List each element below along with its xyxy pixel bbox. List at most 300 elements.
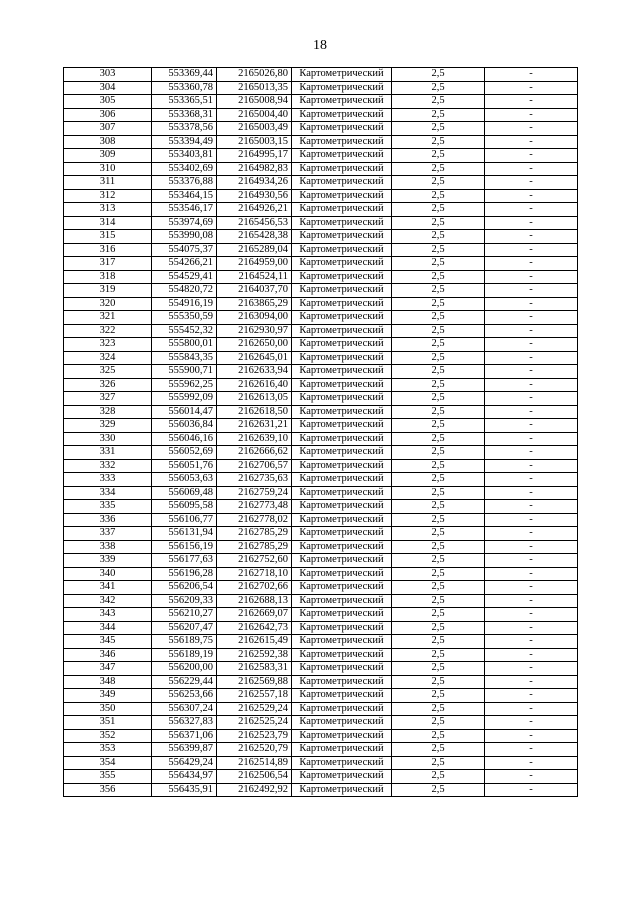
table-row — [64, 702, 578, 716]
description-cell: - — [485, 567, 578, 581]
accuracy-cell: 2,5 — [392, 675, 485, 689]
accuracy-cell: 2,5 — [392, 783, 485, 797]
table-row — [64, 648, 578, 662]
table-row — [64, 176, 578, 190]
description-cell: - — [485, 473, 578, 487]
point-number-cell: 316 — [64, 243, 152, 257]
y-coordinate-cell: 2165003,49 — [217, 122, 292, 136]
point-number-cell: 317 — [64, 257, 152, 271]
x-coordinate-cell: 556177,63 — [152, 554, 217, 568]
description-cell: - — [485, 770, 578, 784]
accuracy-cell: 2,5 — [392, 608, 485, 622]
method-cell: Картометрический — [292, 702, 392, 716]
method-cell: Картометрический — [292, 648, 392, 662]
y-coordinate-cell: 2162613,05 — [217, 392, 292, 406]
y-coordinate-cell: 2165428,38 — [217, 230, 292, 244]
description-cell: - — [485, 621, 578, 635]
x-coordinate-cell: 556189,75 — [152, 635, 217, 649]
x-coordinate-cell: 555800,01 — [152, 338, 217, 352]
accuracy-cell: 2,5 — [392, 635, 485, 649]
method-cell: Картометрический — [292, 203, 392, 217]
table-row — [64, 770, 578, 784]
x-coordinate-cell: 553990,08 — [152, 230, 217, 244]
description-cell: - — [485, 756, 578, 770]
accuracy-cell: 2,5 — [392, 473, 485, 487]
description-cell: - — [485, 81, 578, 95]
accuracy-cell: 2,5 — [392, 311, 485, 325]
point-number-cell: 351 — [64, 716, 152, 730]
description-cell: - — [485, 324, 578, 338]
x-coordinate-cell: 556210,27 — [152, 608, 217, 622]
description-cell: - — [485, 540, 578, 554]
method-cell: Картометрический — [292, 338, 392, 352]
y-coordinate-cell: 2162639,10 — [217, 432, 292, 446]
method-cell: Картометрический — [292, 621, 392, 635]
y-coordinate-cell: 2162633,94 — [217, 365, 292, 379]
accuracy-cell: 2,5 — [392, 257, 485, 271]
y-coordinate-cell: 2162752,60 — [217, 554, 292, 568]
x-coordinate-cell: 556189,19 — [152, 648, 217, 662]
table-row — [64, 230, 578, 244]
accuracy-cell: 2,5 — [392, 176, 485, 190]
table-row — [64, 621, 578, 635]
description-cell: - — [485, 662, 578, 676]
accuracy-cell: 2,5 — [392, 486, 485, 500]
method-cell: Картометрический — [292, 770, 392, 784]
method-cell: Картометрический — [292, 716, 392, 730]
table-row — [64, 203, 578, 217]
point-number-cell: 346 — [64, 648, 152, 662]
description-cell: - — [485, 581, 578, 595]
accuracy-cell: 2,5 — [392, 743, 485, 757]
method-cell: Картометрический — [292, 459, 392, 473]
y-coordinate-cell: 2162492,92 — [217, 783, 292, 797]
method-cell: Картометрический — [292, 527, 392, 541]
accuracy-cell: 2,5 — [392, 284, 485, 298]
y-coordinate-cell: 2162529,24 — [217, 702, 292, 716]
y-coordinate-cell: 2162631,21 — [217, 419, 292, 433]
method-cell: Картометрический — [292, 257, 392, 271]
description-cell: - — [485, 716, 578, 730]
x-coordinate-cell: 554266,21 — [152, 257, 217, 271]
point-number-cell: 324 — [64, 351, 152, 365]
table-row — [64, 756, 578, 770]
method-cell: Картометрический — [292, 378, 392, 392]
method-cell: Картометрический — [292, 783, 392, 797]
method-cell: Картометрический — [292, 567, 392, 581]
y-coordinate-cell: 2162525,24 — [217, 716, 292, 730]
y-coordinate-cell: 2164982,83 — [217, 162, 292, 176]
method-cell: Картометрический — [292, 189, 392, 203]
method-cell: Картометрический — [292, 324, 392, 338]
accuracy-cell: 2,5 — [392, 162, 485, 176]
y-coordinate-cell: 2164959,00 — [217, 257, 292, 271]
y-coordinate-cell: 2162645,01 — [217, 351, 292, 365]
y-coordinate-cell: 2162583,31 — [217, 662, 292, 676]
method-cell: Картометрический — [292, 176, 392, 190]
accuracy-cell: 2,5 — [392, 365, 485, 379]
accuracy-cell: 2,5 — [392, 378, 485, 392]
point-number-cell: 307 — [64, 122, 152, 136]
method-cell: Картометрический — [292, 594, 392, 608]
y-coordinate-cell: 2162618,50 — [217, 405, 292, 419]
description-cell: - — [485, 459, 578, 473]
method-cell: Картометрический — [292, 635, 392, 649]
method-cell: Картометрический — [292, 284, 392, 298]
description-cell: - — [485, 675, 578, 689]
x-coordinate-cell: 553394,49 — [152, 135, 217, 149]
x-coordinate-cell: 556307,24 — [152, 702, 217, 716]
table-row — [64, 567, 578, 581]
point-number-cell: 339 — [64, 554, 152, 568]
description-cell: - — [485, 446, 578, 460]
method-cell: Картометрический — [292, 216, 392, 230]
x-coordinate-cell: 556051,76 — [152, 459, 217, 473]
description-cell: - — [485, 203, 578, 217]
y-coordinate-cell: 2162520,79 — [217, 743, 292, 757]
table-row — [64, 68, 578, 82]
table-row — [64, 783, 578, 797]
point-number-cell: 352 — [64, 729, 152, 743]
point-number-cell: 349 — [64, 689, 152, 703]
accuracy-cell: 2,5 — [392, 95, 485, 109]
y-coordinate-cell: 2165013,35 — [217, 81, 292, 95]
table-row — [64, 378, 578, 392]
description-cell: - — [485, 729, 578, 743]
method-cell: Картометрический — [292, 162, 392, 176]
x-coordinate-cell: 553378,56 — [152, 122, 217, 136]
accuracy-cell: 2,5 — [392, 351, 485, 365]
x-coordinate-cell: 556053,63 — [152, 473, 217, 487]
table-row — [64, 351, 578, 365]
point-number-cell: 337 — [64, 527, 152, 541]
table-row — [64, 675, 578, 689]
description-cell: - — [485, 351, 578, 365]
accuracy-cell: 2,5 — [392, 581, 485, 595]
description-cell: - — [485, 486, 578, 500]
table-row — [64, 216, 578, 230]
description-cell: - — [485, 648, 578, 662]
method-cell: Картометрический — [292, 243, 392, 257]
accuracy-cell: 2,5 — [392, 122, 485, 136]
y-coordinate-cell: 2162506,54 — [217, 770, 292, 784]
point-number-cell: 315 — [64, 230, 152, 244]
x-coordinate-cell: 553464,15 — [152, 189, 217, 203]
table-row — [64, 284, 578, 298]
method-cell: Картометрический — [292, 230, 392, 244]
point-number-cell: 355 — [64, 770, 152, 784]
method-cell: Картометрический — [292, 270, 392, 284]
method-cell: Картометрический — [292, 351, 392, 365]
y-coordinate-cell: 2164934,26 — [217, 176, 292, 190]
y-coordinate-cell: 2162669,07 — [217, 608, 292, 622]
table-row — [64, 689, 578, 703]
description-cell: - — [485, 365, 578, 379]
table-row — [64, 513, 578, 527]
accuracy-cell: 2,5 — [392, 500, 485, 514]
accuracy-cell: 2,5 — [392, 419, 485, 433]
point-number-cell: 326 — [64, 378, 152, 392]
point-number-cell: 341 — [64, 581, 152, 595]
x-coordinate-cell: 556207,47 — [152, 621, 217, 635]
point-number-cell: 333 — [64, 473, 152, 487]
accuracy-cell: 2,5 — [392, 338, 485, 352]
description-cell: - — [485, 189, 578, 203]
method-cell: Картометрический — [292, 689, 392, 703]
table-row — [64, 446, 578, 460]
table-row — [64, 459, 578, 473]
x-coordinate-cell: 556196,28 — [152, 567, 217, 581]
x-coordinate-cell: 555992,09 — [152, 392, 217, 406]
table-row — [64, 297, 578, 311]
y-coordinate-cell: 2165004,40 — [217, 108, 292, 122]
x-coordinate-cell: 556046,16 — [152, 432, 217, 446]
method-cell: Картометрический — [292, 743, 392, 757]
table-row — [64, 189, 578, 203]
point-number-cell: 314 — [64, 216, 152, 230]
y-coordinate-cell: 2162592,38 — [217, 648, 292, 662]
accuracy-cell: 2,5 — [392, 392, 485, 406]
y-coordinate-cell: 2165003,15 — [217, 135, 292, 149]
y-coordinate-cell: 2162616,40 — [217, 378, 292, 392]
accuracy-cell: 2,5 — [392, 662, 485, 676]
description-cell: - — [485, 702, 578, 716]
table-row — [64, 365, 578, 379]
table-row — [64, 716, 578, 730]
table-row — [64, 419, 578, 433]
method-cell: Картометрический — [292, 446, 392, 460]
point-number-cell: 350 — [64, 702, 152, 716]
table-row — [64, 486, 578, 500]
point-number-cell: 318 — [64, 270, 152, 284]
point-number-cell: 348 — [64, 675, 152, 689]
description-cell: - — [485, 270, 578, 284]
x-coordinate-cell: 556253,66 — [152, 689, 217, 703]
point-number-cell: 330 — [64, 432, 152, 446]
point-number-cell: 327 — [64, 392, 152, 406]
accuracy-cell: 2,5 — [392, 81, 485, 95]
y-coordinate-cell: 2162778,02 — [217, 513, 292, 527]
description-cell: - — [485, 338, 578, 352]
x-coordinate-cell: 556131,94 — [152, 527, 217, 541]
description-cell: - — [485, 284, 578, 298]
y-coordinate-cell: 2162523,79 — [217, 729, 292, 743]
accuracy-cell: 2,5 — [392, 729, 485, 743]
y-coordinate-cell: 2162702,66 — [217, 581, 292, 595]
description-cell: - — [485, 500, 578, 514]
accuracy-cell: 2,5 — [392, 648, 485, 662]
y-coordinate-cell: 2162930,97 — [217, 324, 292, 338]
x-coordinate-cell: 556095,58 — [152, 500, 217, 514]
method-cell: Картометрический — [292, 122, 392, 136]
point-number-cell: 332 — [64, 459, 152, 473]
x-coordinate-cell: 556209,33 — [152, 594, 217, 608]
y-coordinate-cell: 2162666,62 — [217, 446, 292, 460]
point-number-cell: 334 — [64, 486, 152, 500]
x-coordinate-cell: 556206,54 — [152, 581, 217, 595]
x-coordinate-cell: 556327,83 — [152, 716, 217, 730]
point-number-cell: 325 — [64, 365, 152, 379]
x-coordinate-cell: 555900,71 — [152, 365, 217, 379]
description-cell: - — [485, 311, 578, 325]
table-row — [64, 608, 578, 622]
accuracy-cell: 2,5 — [392, 513, 485, 527]
point-number-cell: 313 — [64, 203, 152, 217]
description-cell: - — [485, 95, 578, 109]
coordinates-table-body — [64, 68, 578, 797]
method-cell: Картометрический — [292, 135, 392, 149]
table-row — [64, 554, 578, 568]
description-cell: - — [485, 608, 578, 622]
accuracy-cell: 2,5 — [392, 405, 485, 419]
description-cell: - — [485, 122, 578, 136]
point-number-cell: 343 — [64, 608, 152, 622]
table-row — [64, 743, 578, 757]
x-coordinate-cell: 553368,31 — [152, 108, 217, 122]
y-coordinate-cell: 2162785,29 — [217, 540, 292, 554]
accuracy-cell: 2,5 — [392, 567, 485, 581]
table-row — [64, 729, 578, 743]
point-number-cell: 328 — [64, 405, 152, 419]
x-coordinate-cell: 556036,84 — [152, 419, 217, 433]
accuracy-cell: 2,5 — [392, 432, 485, 446]
y-coordinate-cell: 2162735,63 — [217, 473, 292, 487]
x-coordinate-cell: 553402,69 — [152, 162, 217, 176]
table-row — [64, 540, 578, 554]
x-coordinate-cell: 554916,19 — [152, 297, 217, 311]
description-cell: - — [485, 230, 578, 244]
x-coordinate-cell: 554529,41 — [152, 270, 217, 284]
table-row — [64, 432, 578, 446]
method-cell: Картометрический — [292, 81, 392, 95]
y-coordinate-cell: 2164037,70 — [217, 284, 292, 298]
description-cell: - — [485, 743, 578, 757]
y-coordinate-cell: 2162569,88 — [217, 675, 292, 689]
point-number-cell: 335 — [64, 500, 152, 514]
description-cell: - — [485, 243, 578, 257]
description-cell: - — [485, 257, 578, 271]
table-row — [64, 149, 578, 163]
table-row — [64, 135, 578, 149]
table-row — [64, 662, 578, 676]
table-row — [64, 581, 578, 595]
y-coordinate-cell: 2162557,18 — [217, 689, 292, 703]
x-coordinate-cell: 556229,44 — [152, 675, 217, 689]
accuracy-cell: 2,5 — [392, 702, 485, 716]
description-cell: - — [485, 149, 578, 163]
description-cell: - — [485, 405, 578, 419]
method-cell: Картометрический — [292, 540, 392, 554]
method-cell: Картометрический — [292, 608, 392, 622]
point-number-cell: 310 — [64, 162, 152, 176]
table-row — [64, 108, 578, 122]
point-number-cell: 338 — [64, 540, 152, 554]
accuracy-cell: 2,5 — [392, 689, 485, 703]
y-coordinate-cell: 2162615,49 — [217, 635, 292, 649]
description-cell: - — [485, 297, 578, 311]
y-coordinate-cell: 2162759,24 — [217, 486, 292, 500]
method-cell: Картометрический — [292, 500, 392, 514]
x-coordinate-cell: 556014,47 — [152, 405, 217, 419]
table-row — [64, 473, 578, 487]
accuracy-cell: 2,5 — [392, 297, 485, 311]
accuracy-cell: 2,5 — [392, 621, 485, 635]
accuracy-cell: 2,5 — [392, 189, 485, 203]
method-cell: Картометрический — [292, 95, 392, 109]
method-cell: Картометрический — [292, 108, 392, 122]
y-coordinate-cell: 2165289,04 — [217, 243, 292, 257]
x-coordinate-cell: 556429,24 — [152, 756, 217, 770]
accuracy-cell: 2,5 — [392, 554, 485, 568]
accuracy-cell: 2,5 — [392, 594, 485, 608]
point-number-cell: 353 — [64, 743, 152, 757]
table-row — [64, 311, 578, 325]
table-row — [64, 635, 578, 649]
y-coordinate-cell: 2162514,89 — [217, 756, 292, 770]
y-coordinate-cell: 2163094,00 — [217, 311, 292, 325]
accuracy-cell: 2,5 — [392, 203, 485, 217]
accuracy-cell: 2,5 — [392, 770, 485, 784]
x-coordinate-cell: 553403,81 — [152, 149, 217, 163]
accuracy-cell: 2,5 — [392, 756, 485, 770]
point-number-cell: 329 — [64, 419, 152, 433]
method-cell: Картометрический — [292, 729, 392, 743]
point-number-cell: 303 — [64, 68, 152, 82]
table-row — [64, 122, 578, 136]
description-cell: - — [485, 419, 578, 433]
x-coordinate-cell: 556434,97 — [152, 770, 217, 784]
y-coordinate-cell: 2163865,29 — [217, 297, 292, 311]
method-cell: Картометрический — [292, 756, 392, 770]
method-cell: Картометрический — [292, 149, 392, 163]
point-number-cell: 312 — [64, 189, 152, 203]
description-cell: - — [485, 135, 578, 149]
x-coordinate-cell: 554820,72 — [152, 284, 217, 298]
y-coordinate-cell: 2162785,29 — [217, 527, 292, 541]
table-row — [64, 243, 578, 257]
x-coordinate-cell: 553360,78 — [152, 81, 217, 95]
method-cell: Картометрический — [292, 513, 392, 527]
accuracy-cell: 2,5 — [392, 108, 485, 122]
table-row — [64, 270, 578, 284]
method-cell: Картометрический — [292, 554, 392, 568]
table-row — [64, 81, 578, 95]
x-coordinate-cell: 556069,48 — [152, 486, 217, 500]
accuracy-cell: 2,5 — [392, 230, 485, 244]
description-cell: - — [485, 162, 578, 176]
description-cell: - — [485, 594, 578, 608]
method-cell: Картометрический — [292, 419, 392, 433]
point-number-cell: 320 — [64, 297, 152, 311]
x-coordinate-cell: 553365,51 — [152, 95, 217, 109]
accuracy-cell: 2,5 — [392, 135, 485, 149]
description-cell: - — [485, 392, 578, 406]
table-row — [64, 95, 578, 109]
x-coordinate-cell: 555452,32 — [152, 324, 217, 338]
point-number-cell: 309 — [64, 149, 152, 163]
x-coordinate-cell: 553974,69 — [152, 216, 217, 230]
accuracy-cell: 2,5 — [392, 243, 485, 257]
accuracy-cell: 2,5 — [392, 270, 485, 284]
point-number-cell: 354 — [64, 756, 152, 770]
accuracy-cell: 2,5 — [392, 540, 485, 554]
point-number-cell: 322 — [64, 324, 152, 338]
x-coordinate-cell: 553546,17 — [152, 203, 217, 217]
point-number-cell: 336 — [64, 513, 152, 527]
description-cell: - — [485, 527, 578, 541]
point-number-cell: 305 — [64, 95, 152, 109]
point-number-cell: 319 — [64, 284, 152, 298]
